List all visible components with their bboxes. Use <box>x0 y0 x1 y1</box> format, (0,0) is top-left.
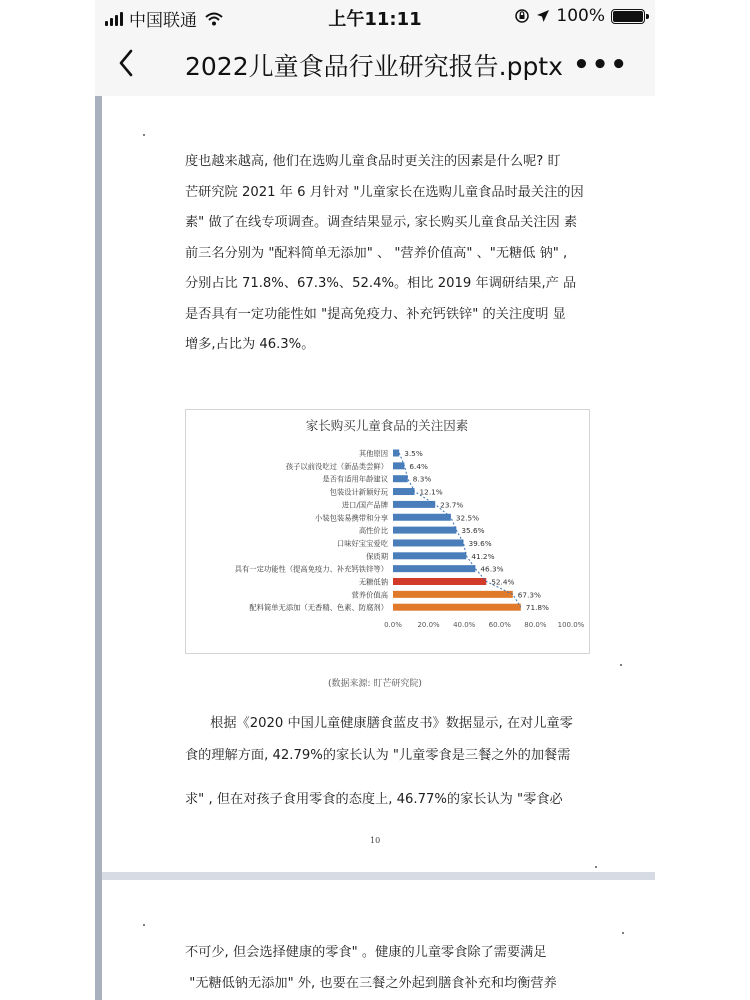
more-options-button[interactable]: ••• <box>573 50 629 80</box>
text-line: 度也越来越高, 他们在选购儿童食品时更关注的因素是什么呢? 盯 <box>185 154 561 169</box>
chart-caption: (数据来源: 盯芒研究院) <box>328 679 422 689</box>
page-separator <box>102 872 655 880</box>
category-label: 具有一定功能性（提高免疫力、补充钙铁锌等） <box>234 564 388 574</box>
category-label: 其他原因 <box>358 449 388 458</box>
category-label: 包装设计新颖好玩 <box>329 487 388 497</box>
category-label: 保质期 <box>366 551 388 561</box>
value-label: 67.3% <box>517 590 541 600</box>
paragraph-3 <box>185 938 585 999</box>
page-mark <box>595 866 597 868</box>
chart-container <box>185 409 590 654</box>
value-label: 41.2% <box>471 551 495 561</box>
category-label: 进口/国产品牌 <box>341 500 388 510</box>
bar <box>393 488 415 495</box>
paragraph-2 <box>185 708 585 816</box>
page-mark <box>622 932 624 934</box>
value-label: 3.5% <box>404 449 423 458</box>
text-line: 是否具有一定功能性如 "提高免疫力、补充钙铁锌" 的关注度明 显 <box>185 306 566 322</box>
text-line: 根据《2020 中国儿童健康膳食蓝皮书》数据显示, 在对儿童零 <box>185 716 573 731</box>
value-label: 23.7% <box>440 500 464 510</box>
status-bar <box>95 0 655 32</box>
bar <box>393 450 399 457</box>
value-label: 32.5% <box>455 513 480 523</box>
x-tick-label: 80.0% <box>524 621 547 630</box>
document-title: 2022儿童食品行业研究报告.pptx <box>185 52 563 81</box>
bar <box>393 514 451 521</box>
category-label: 是否有适用年龄建议 <box>322 474 388 484</box>
value-label: 71.8% <box>525 603 549 613</box>
bar <box>393 604 521 611</box>
value-label: 35.6% <box>461 526 485 536</box>
bar <box>393 565 475 572</box>
status-time: 上午11:11 <box>328 9 422 30</box>
x-tick-label: 60.0% <box>488 621 511 630</box>
value-label: 52.4% <box>491 577 515 587</box>
page-mark <box>143 924 145 926</box>
value-label: 6.4% <box>409 461 428 471</box>
bar <box>393 462 404 469</box>
bar <box>393 539 463 546</box>
orientation-lock-icon <box>514 8 530 24</box>
navigation-bar <box>95 32 655 96</box>
page-mark <box>620 664 622 666</box>
text-line: 求" , 但在对孩子食用零食的态度上, 46.77%的家长认为 "零食必 <box>185 792 563 807</box>
text-line: 素" 做了在线专项调查。调查结果显示, 家长购买儿童食品关注因 素 <box>185 215 578 230</box>
page-number: 10 <box>370 836 381 845</box>
x-tick-label: 0.0% <box>384 621 402 630</box>
bar <box>393 475 408 482</box>
value-label: 12.1% <box>419 487 443 497</box>
back-chevron-icon[interactable] <box>113 46 139 80</box>
bar <box>393 501 435 508</box>
bar <box>393 527 456 534</box>
document-left-edge <box>95 96 102 1000</box>
bar <box>393 591 513 598</box>
x-tick-label: 40.0% <box>453 621 476 630</box>
text-line: 分别占比 71.8%、67.3%、52.4%。相比 2019 年调研结果,产 品 <box>185 276 577 291</box>
text-line: "无糖低钠无添加" 外, 也要在三餐之外起到膳食补充和均衡营养 <box>185 975 557 991</box>
value-label: 46.3% <box>480 564 504 574</box>
battery-icon <box>611 9 645 24</box>
battery-percent: 100% <box>556 6 605 26</box>
category-label: 配料简单无添加（无香精、色素、防腐剂） <box>249 603 388 613</box>
text-line: 芒研究院 2021 年 6 月针对 "儿童家长在选购儿童食品时最关注的因 <box>185 184 584 200</box>
value-label: 39.6% <box>468 538 492 548</box>
paragraph-1 <box>185 147 585 361</box>
value-label: 8.3% <box>412 474 432 484</box>
bar <box>393 578 486 585</box>
text-line: 不可少, 但会选择健康的零食" 。健康的儿童零食除了需要满足 <box>185 945 547 960</box>
bar <box>393 552 466 559</box>
x-tick-label: 20.0% <box>417 621 440 630</box>
text-line: 食的理解方面, 42.79%的家长认为 "儿童零食是三餐之外的加餐需 <box>185 748 571 763</box>
category-label: 口味好宝宝爱吃 <box>336 538 388 548</box>
category-label: 无糖低钠 <box>358 577 388 587</box>
text-line: 增多,占比为 46.3%。 <box>185 337 315 352</box>
category-label: 高性价比 <box>358 526 388 536</box>
category-label: 孩子以前没吃过（新品类尝鲜） <box>285 461 388 471</box>
category-label: 小装包装易携带和分享 <box>315 513 388 523</box>
location-arrow-icon <box>536 9 550 23</box>
chart-title: 家长购买儿童食品的关注因素 <box>305 418 469 433</box>
page-mark <box>143 134 145 136</box>
carrier-label: 中国联通 <box>129 11 197 31</box>
x-tick-label: 100.0% <box>557 621 585 630</box>
text-line: 前三名分别为 "配料简单无添加" 、 "营养价值高" 、"无糖低 钠" , <box>185 245 568 261</box>
category-label: 营养价值高 <box>351 590 388 600</box>
attention-factors-chart <box>186 410 589 653</box>
